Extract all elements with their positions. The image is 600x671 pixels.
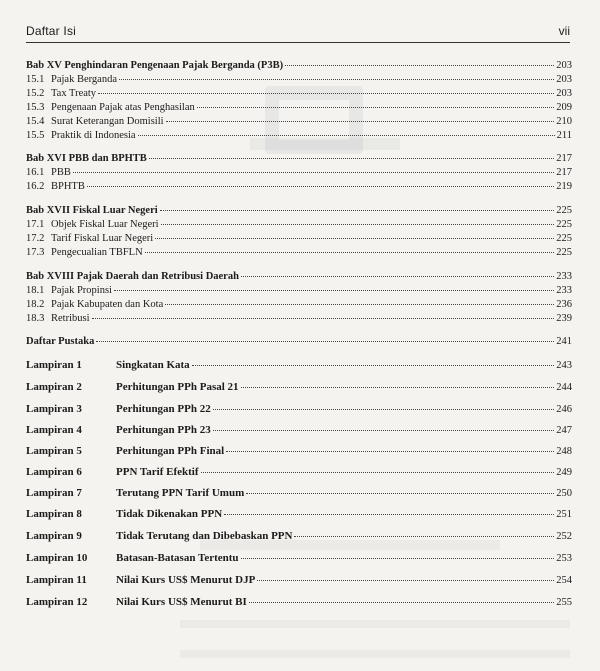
toc-entry-page: 250 [556,488,572,499]
dot-leader [161,224,555,225]
toc-entry-page: 203 [556,60,572,71]
toc-entry-lampiran [26,596,572,610]
toc-entry-number: Lampiran 4 [26,424,82,436]
toc-entry-title: PBB [51,167,71,178]
toc-entry-title: Surat Keterangan Domisili [51,116,164,127]
toc-entry-section [26,74,572,88]
toc-entry-section [26,130,572,144]
toc-entry-title: Daftar Pustaka [26,336,95,347]
toc-entry-chapter [26,205,572,219]
toc-entry-lampiran [26,466,572,480]
dot-leader [294,536,554,537]
dot-leader [192,365,555,366]
toc-entry-page: 243 [556,360,572,371]
toc-entry-lampiran [26,445,572,459]
toc-entry-lampiran [26,574,572,588]
toc-entry-section [26,247,572,261]
toc-entry-title: Nilai Kurs US$ Menurut DJP [116,574,256,586]
toc-entry-title: Pajak Kabupaten dan Kota [51,299,164,310]
toc-entry-page: 225 [556,247,572,258]
dot-leader [165,304,554,305]
dot-leader [246,493,554,494]
toc-entry-title: BPHTB [51,181,85,192]
dot-leader [201,472,555,473]
toc-entry-number: 18.1 [26,285,45,296]
toc-entry-title: PPN Tarif Efektif [116,466,199,478]
toc-entry-title: Nilai Kurs US$ Menurut BI [116,596,247,608]
running-header-title: Daftar Isi [26,24,77,38]
toc-entry-page: 246 [556,404,572,415]
dot-leader [149,158,554,159]
dot-leader [87,186,554,187]
toc-entry-title: Perhitungan PPh Final [116,445,225,457]
toc-entry-number: Lampiran 8 [26,508,82,520]
toc-entry-lampiran [26,530,572,544]
toc-entry-lampiran [26,552,572,566]
toc-entry-title: Pajak Propinsi [51,285,112,296]
toc-entry-lampiran [26,403,572,417]
toc-entry-page: 239 [556,313,572,324]
toc-entry-lampiran [26,359,572,373]
dot-leader [224,514,554,515]
toc-entry-number: 16.1 [26,167,45,178]
toc-entry-number: 17.3 [26,247,45,258]
dot-leader [213,430,555,431]
toc-entry-title: Bab XVIII Pajak Daerah dan Retribusi Daerah [26,271,239,282]
toc-entry-page: 211 [556,130,572,141]
toc-entry-title: Bab XVII Fiskal Luar Negeri [26,205,158,216]
toc-entry-page: 253 [556,553,572,564]
toc-entry-page: 219 [556,181,572,192]
toc-entry-number: Lampiran 12 [26,596,88,608]
toc-entry-section [26,313,572,327]
toc-entry-title: Singkatan Kata [116,359,190,371]
toc-entry-number: Lampiran 7 [26,487,82,499]
toc-entry-section [26,219,572,233]
toc-entry-title: Praktik di Indonesia [51,130,136,141]
toc-entry-title: Tarif Fiskal Luar Negeri [51,233,154,244]
toc-entry-number: 15.5 [26,130,45,141]
toc-entry-number: 16.2 [26,181,45,192]
toc-entry-lampiran [26,508,572,522]
toc-entry-title: Pajak Berganda [51,74,117,85]
toc-entry-page: 247 [556,425,572,436]
toc-entry-section [26,299,572,313]
dot-leader [145,252,555,253]
toc-entry-title: Tax Treaty [51,88,97,99]
dot-leader [197,107,555,108]
dot-leader [241,558,555,559]
toc-entry-number: 17.2 [26,233,45,244]
toc-entry-page: 210 [556,116,572,127]
dot-leader [285,65,554,66]
dot-leader [226,451,554,452]
toc-entry-page: 225 [556,219,572,230]
toc-entry-lampiran [26,424,572,438]
toc-entry-chapter [26,60,572,74]
toc-entry-title: Terutang PPN Tarif Umum [116,487,245,499]
toc-entry-section [26,233,572,247]
toc-entry-page: 233 [556,285,572,296]
dot-leader [138,135,555,136]
toc-entry-number: Lampiran 11 [26,574,87,586]
toc-entry-page: 217 [556,167,572,178]
dot-leader [166,121,555,122]
toc-entry-page: 217 [556,153,572,164]
toc-entry-number: Lampiran 5 [26,445,82,457]
toc-entry-section [26,181,572,195]
page-number: vii [558,24,570,38]
toc-entry-page: 248 [556,446,572,457]
toc-entry-title: Perhitungan PPh 23 [116,424,211,436]
toc-entry-title: Bab XVI PBB dan BPHTB [26,153,147,164]
toc-entry-title: Pengecualian TBFLN [51,247,143,258]
toc-entry-chapter [26,271,572,285]
toc-entry-title: Tidak Terutang dan Dibebaskan PPN [116,530,293,542]
toc-entry-title: Objek Fiskal Luar Negeri [51,219,159,230]
toc-entry-section [26,88,572,102]
toc-entry-page: 255 [556,597,572,608]
toc-entry-number: 15.2 [26,88,45,99]
dot-leader [241,276,554,277]
toc-entry-page: 236 [556,299,572,310]
toc-entry-number: 18.3 [26,313,45,324]
toc-entry-page: 233 [556,271,572,282]
dot-leader [257,580,554,581]
toc-entry-title: Perhitungan PPh Pasal 21 [116,381,239,393]
dot-leader [114,290,554,291]
toc-entry-title: Perhitungan PPh 22 [116,403,211,415]
toc-entry-number: 15.1 [26,74,45,85]
toc-entry-number: Lampiran 2 [26,381,82,393]
toc-entry-number: Lampiran 3 [26,403,82,415]
dot-leader [98,93,554,94]
toc-entry-page: 251 [556,509,572,520]
toc-entry-lampiran [26,487,572,501]
toc-entry-page: 254 [556,575,572,586]
toc-entry-section [26,116,572,130]
dot-leader [73,172,554,173]
toc-entry-page: 203 [556,74,572,85]
toc-entry-number: Lampiran 9 [26,530,82,542]
toc-entry-number: 18.2 [26,299,45,310]
toc-entry-number: Lampiran 6 [26,466,82,478]
dot-leader [241,387,555,388]
toc-entry-section [26,285,572,299]
toc-entry-page: 244 [556,382,572,393]
toc-entry-number: Lampiran 1 [26,359,82,371]
toc-entry-page: 225 [556,233,572,244]
toc-entry-number: 15.4 [26,116,45,127]
dot-leader [155,238,554,239]
toc-entry-chapter [26,153,572,167]
toc-entry-section [26,102,572,116]
toc-entry-title: Retribusi [51,313,90,324]
toc-entry-title: Tidak Dikenakan PPN [116,508,223,520]
toc-entry-number: Lampiran 10 [26,552,88,564]
toc-entry-page: 203 [556,88,572,99]
toc-entry-page: 249 [556,467,572,478]
dot-leader [96,341,554,342]
toc-entry-page: 225 [556,205,572,216]
toc-entry-title: Bab XV Penghindaran Pengenaan Pajak Berganda (P3B) [26,60,284,71]
toc-entry-bold [26,336,572,350]
toc-entry-page: 241 [556,336,572,347]
dot-leader [213,409,555,410]
dot-leader [160,210,555,211]
toc-entry-page: 209 [556,102,572,113]
toc-entry-page: 252 [556,531,572,542]
toc-entry-title: Pengenaan Pajak atas Penghasilan [51,102,195,113]
toc-entry-title: Batasan-Batasan Tertentu [116,552,239,564]
toc-entry-section [26,167,572,181]
dot-leader [92,318,555,319]
toc-entry-lampiran [26,381,572,395]
toc-entry-number: 15.3 [26,102,45,113]
toc-entry-number: 17.1 [26,219,45,230]
dot-leader [249,602,554,603]
dot-leader [119,79,554,80]
